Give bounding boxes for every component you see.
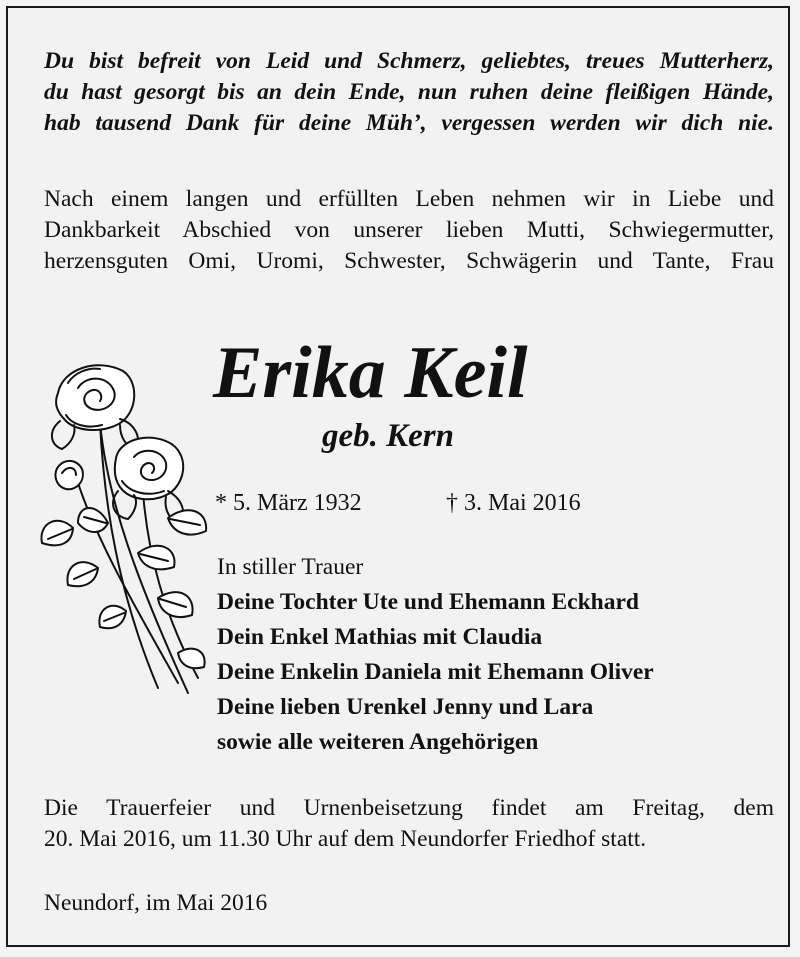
poem-line: hab tausend Dank für deine Müh’, vergessen werden wir dich nie. [44,110,774,136]
poem-line: Du bist befreit von Leid und Schmerz, geliebtes, treues Mutterherz, [44,48,774,74]
intro-line: herzensguten Omi, Uromi, Schwester, Schwägerin und Tante, Frau [44,248,774,274]
mourner-line: sowie alle weiteren Angehörigen [217,729,539,755]
intro-line: Nach einem langen und erfüllten Leben nehmen wir in Liebe und [44,186,774,212]
intro-line: Dankbarkeit Abschied von unserer lieben Mutti, Schwiegermutter, [44,217,774,243]
mourner-line: Deine Tochter Ute und Ehemann Eckhard [217,589,639,615]
place-and-date: Neundorf, im Mai 2016 [44,890,268,916]
memorial-poem [44,46,774,139]
funeral-line: 20. Mai 2016, um 11.30 Uhr auf dem Neundorfer Friedhof statt. [44,826,647,852]
mourners-list [217,550,654,760]
obituary-frame [6,6,790,947]
birth-date: * 5. März 1932 [215,490,362,516]
deceased-name: Erika Keil [213,332,528,414]
funeral-notice [44,793,774,855]
intro-text [44,184,774,277]
mourners-heading: In stiller Trauer [217,554,364,580]
death-date: † 3. Mai 2016 [446,490,581,516]
poem-line: du hast gesorgt bis an dein Ende, nun ruhen deine fleißigen Hände, [44,79,774,105]
roses-icon [38,353,218,698]
funeral-line: Die Trauerfeier und Urnenbeisetzung findet am Freitag, dem [44,795,774,821]
mourner-line: Dein Enkel Mathias mit Claudia [217,624,543,650]
birth-name: geb. Kern [322,418,454,454]
mourner-line: Deine lieben Urenkel Jenny und Lara [217,694,594,720]
mourner-line: Deine Enkelin Daniela mit Ehemann Oliver [217,659,654,685]
